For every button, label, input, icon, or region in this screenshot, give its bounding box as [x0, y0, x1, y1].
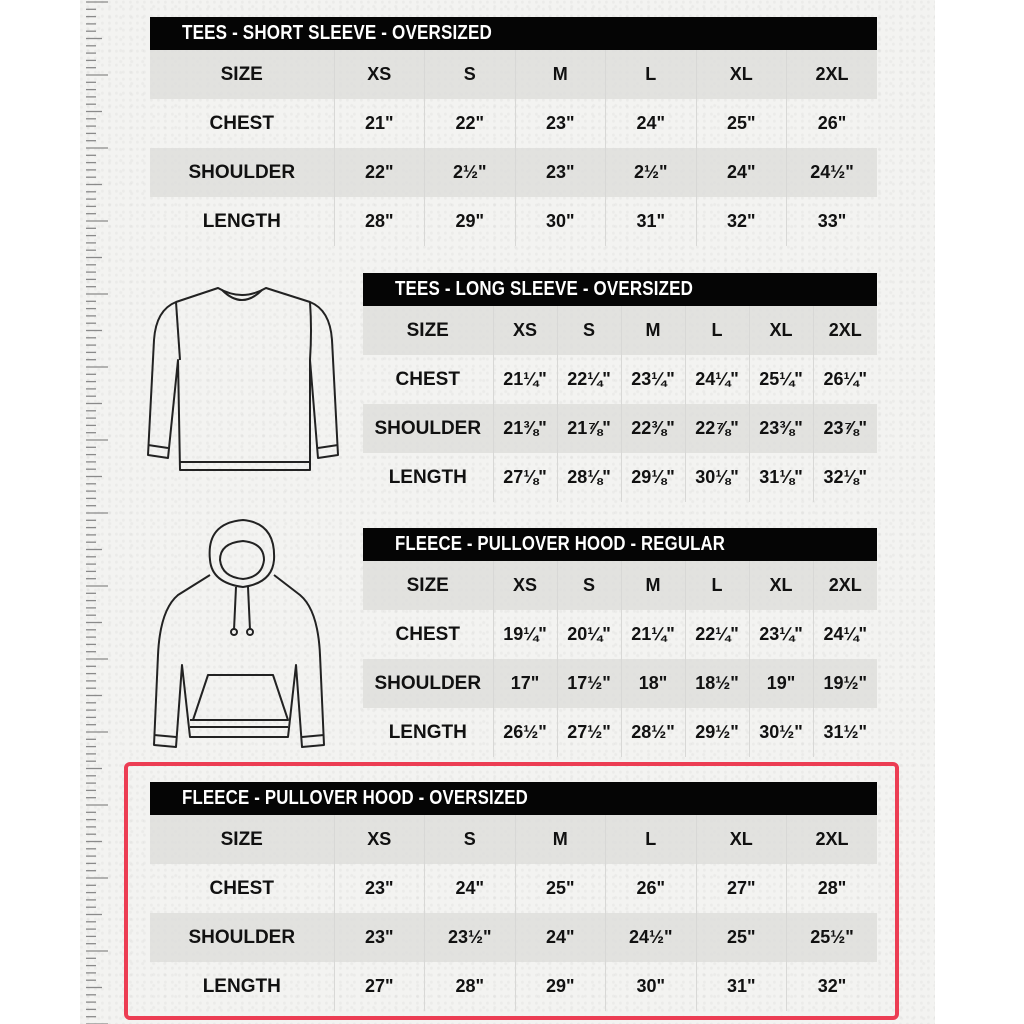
size-header-row [363, 561, 877, 610]
size-table [363, 306, 877, 502]
size-header-cell: XS [334, 815, 425, 864]
table-row [363, 404, 877, 453]
table-row [150, 197, 877, 246]
measurement-value: 2½" [425, 148, 516, 197]
table-row [363, 453, 877, 502]
measurement-value: 19½" [813, 659, 877, 708]
size-header-cell: S [425, 50, 516, 99]
measurement-value: 23¼" [621, 355, 685, 404]
measurement-value: 24½" [606, 913, 697, 962]
size-table [150, 50, 877, 246]
measurement-value: 27⅛" [493, 453, 557, 502]
measurement-value: 24¼" [823, 624, 868, 644]
table-row [363, 355, 877, 404]
measurement-value: 26½" [493, 708, 557, 757]
measurement-value: 22¼" [557, 355, 621, 404]
measurement-value: 17½" [557, 659, 621, 708]
measurement-value: 28" [334, 197, 425, 246]
size-header-cell: 2XL [813, 306, 877, 355]
measurement-value: 23" [334, 913, 425, 962]
section-title-text: FLEECE - PULLOVER HOOD - OVERSIZED [182, 787, 528, 809]
size-header-cell: M [621, 561, 685, 610]
size-header-cell: S [557, 561, 621, 610]
measurement-label: LENGTH [363, 708, 493, 757]
measurement-label: CHEST [150, 99, 334, 148]
measurement-value: 21⅞" [557, 404, 621, 453]
measurement-value: 31½" [823, 722, 868, 742]
measurement-value: 21¼" [493, 355, 557, 404]
measurement-value: 25" [696, 913, 787, 962]
section-title [363, 528, 877, 561]
measurement-value: 30½" [749, 708, 813, 757]
measurement-value: 24½" [787, 148, 878, 197]
section-tees-short-sleeve-oversized [150, 17, 877, 246]
measurement-value: 32⅛" [823, 467, 868, 487]
size-header-cell: 2XL [787, 815, 878, 864]
size-header-cell: 2XL [813, 561, 877, 610]
measurement-value: 19" [749, 659, 813, 708]
section-title-text: FLEECE - PULLOVER HOOD - REGULAR [395, 533, 725, 555]
measurement-value: 32" [817, 976, 847, 996]
measurement-label: SHOULDER [363, 404, 493, 453]
measurement-value: 22⅜" [621, 404, 685, 453]
measurement-value: 28½" [621, 708, 685, 757]
measurement-value: 22" [334, 148, 425, 197]
measurement-value: 26" [817, 113, 847, 133]
measurement-value: 31⅛" [749, 453, 813, 502]
size-header-row [363, 306, 877, 355]
measurement-value: 25¼" [749, 355, 813, 404]
measurement-value: 30⅛" [685, 453, 749, 502]
measurement-value: 25" [696, 99, 787, 148]
size-header-cell: L [606, 815, 697, 864]
measurement-value: 2½" [606, 148, 697, 197]
measurement-value: 32" [696, 197, 787, 246]
size-header-cell: M [515, 815, 606, 864]
size-header-cell: XL [696, 50, 787, 99]
measurement-label: CHEST [363, 355, 493, 404]
measurement-value: 31" [696, 962, 787, 1011]
section-fleece-pullover-hood-regular [363, 528, 877, 757]
size-label: SIZE [150, 815, 334, 864]
size-header-cell: M [621, 306, 685, 355]
size-label: SIZE [363, 306, 493, 355]
measurement-value: 21¼" [621, 610, 685, 659]
measurement-value: 24" [515, 913, 606, 962]
measurement-value: 23½" [425, 913, 516, 962]
section-tees-long-sleeve-oversized [363, 273, 877, 502]
table-row [363, 659, 877, 708]
size-header-cell: S [557, 306, 621, 355]
size-header-cell: XS [334, 50, 425, 99]
measurement-value: 31" [606, 197, 697, 246]
table-row [150, 99, 877, 148]
measurement-label: CHEST [150, 864, 334, 913]
measurement-value: 25½" [787, 913, 878, 962]
measurement-value: 30" [606, 962, 697, 1011]
measurement-value: 30" [515, 197, 606, 246]
measurement-value: 33" [817, 211, 847, 231]
measurement-value: 21⅜" [493, 404, 557, 453]
size-header-cell: XL [749, 306, 813, 355]
measurement-value: 20¼" [557, 610, 621, 659]
table-row [363, 708, 877, 757]
measurement-label: LENGTH [150, 962, 334, 1011]
measurement-label: SHOULDER [150, 913, 334, 962]
measurement-value: 17" [493, 659, 557, 708]
size-header-cell: M [515, 50, 606, 99]
size-label: SIZE [363, 561, 493, 610]
measurement-value: 25" [515, 864, 606, 913]
measurement-value: 29" [515, 962, 606, 1011]
measurement-value: 29⅛" [621, 453, 685, 502]
measurement-value: 26" [606, 864, 697, 913]
measurement-value: 23⅞" [813, 404, 877, 453]
size-header-cell: 2XL [787, 50, 878, 99]
highlight-box [124, 762, 899, 1020]
measurement-label: SHOULDER [150, 148, 334, 197]
size-header-row [150, 50, 877, 99]
size-header-cell: XL [696, 815, 787, 864]
long-sleeve-tee-icon [140, 280, 345, 480]
measurement-label: SHOULDER [363, 659, 493, 708]
table-row [150, 148, 877, 197]
size-header-cell: XS [493, 306, 557, 355]
measurement-value: 26¼" [823, 369, 868, 389]
measurement-value: 22¼" [685, 610, 749, 659]
section-title-text: TEES - SHORT SLEEVE - OVERSIZED [182, 22, 492, 44]
size-header-cell: L [685, 306, 749, 355]
measurement-value: 18" [621, 659, 685, 708]
measurement-value: 27½" [557, 708, 621, 757]
measurement-value: 22⅞" [685, 404, 749, 453]
measurement-label: CHEST [363, 610, 493, 659]
size-label: SIZE [150, 50, 334, 99]
measurement-label: LENGTH [363, 453, 493, 502]
measurement-value: 24¼" [685, 355, 749, 404]
measurement-value: 23⅜" [749, 404, 813, 453]
section-title [150, 17, 877, 50]
size-header-cell: L [606, 50, 697, 99]
measurement-value: 28" [425, 962, 516, 1011]
measurement-value: 23" [515, 148, 606, 197]
measurement-label: LENGTH [150, 197, 334, 246]
section-title-text: TEES - LONG SLEEVE - OVERSIZED [395, 278, 693, 300]
ruler-icon [84, 0, 114, 1024]
size-header-cell: XS [493, 561, 557, 610]
size-header-cell: L [685, 561, 749, 610]
measurement-value: 23¼" [749, 610, 813, 659]
measurement-value: 24" [696, 148, 787, 197]
measurement-value: 23" [334, 864, 425, 913]
measurement-value: 29½" [685, 708, 749, 757]
measurement-value: 27" [696, 864, 787, 913]
section-title [363, 273, 877, 306]
size-header-cell: S [425, 815, 516, 864]
size-table [363, 561, 877, 757]
hoodie-icon [148, 515, 333, 760]
measurement-value: 29" [425, 197, 516, 246]
measurement-value: 27" [334, 962, 425, 1011]
size-header-cell: XL [749, 561, 813, 610]
measurement-value: 24" [606, 99, 697, 148]
measurement-value: 22" [425, 99, 516, 148]
measurement-value: 24" [425, 864, 516, 913]
table-row [363, 610, 877, 659]
measurement-value: 23" [515, 99, 606, 148]
measurement-value: 28⅛" [557, 453, 621, 502]
measurement-value: 19¼" [493, 610, 557, 659]
measurement-value: 21" [334, 99, 425, 148]
measurement-value: 28" [817, 878, 847, 898]
measurement-value: 18½" [685, 659, 749, 708]
